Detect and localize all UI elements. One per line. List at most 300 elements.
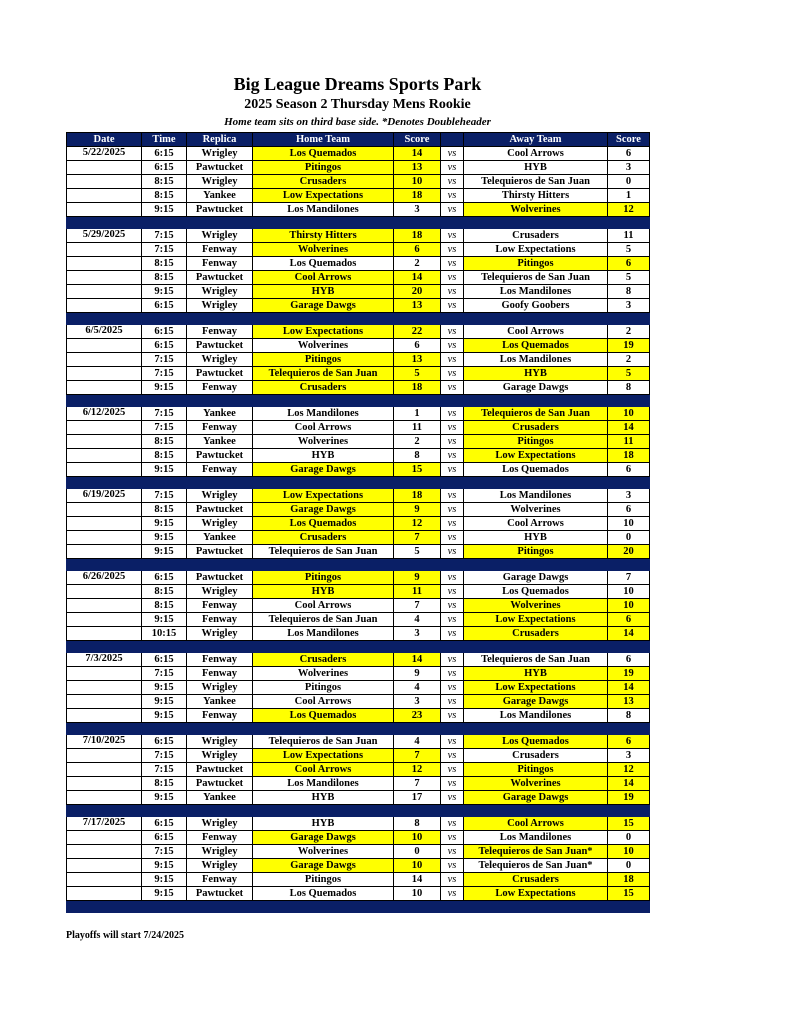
game-date	[67, 613, 142, 627]
away-team: Los Mandilones	[464, 353, 608, 367]
away-score: 7	[608, 571, 650, 585]
away-score: 3	[608, 161, 650, 175]
home-score: 13	[394, 161, 441, 175]
game-time: 9:15	[142, 873, 187, 887]
game-field: Yankee	[187, 791, 253, 805]
week-separator-bar	[67, 395, 650, 407]
away-score: 14	[608, 627, 650, 641]
game-time: 6:15	[142, 299, 187, 313]
game-row	[67, 257, 650, 271]
home-team: Pitingos	[253, 571, 394, 585]
game-date	[67, 859, 142, 873]
home-score: 3	[394, 627, 441, 641]
game-time: 7:15	[142, 243, 187, 257]
game-time: 8:15	[142, 777, 187, 791]
home-score: 18	[394, 229, 441, 243]
game-date	[67, 709, 142, 723]
vs-label: vs	[441, 873, 464, 887]
vs-label: vs	[441, 613, 464, 627]
col-header-home-team: Home Team	[253, 133, 394, 147]
away-score: 8	[608, 381, 650, 395]
vs-label: vs	[441, 203, 464, 217]
game-field: Wrigley	[187, 229, 253, 243]
game-time: 7:15	[142, 667, 187, 681]
away-score: 15	[608, 817, 650, 831]
home-team: Cool Arrows	[253, 599, 394, 613]
home-score: 9	[394, 571, 441, 585]
table-header-row	[67, 133, 650, 147]
away-score: 0	[608, 531, 650, 545]
game-field: Pawtucket	[187, 777, 253, 791]
game-field: Fenway	[187, 257, 253, 271]
home-team: Low Expectations	[253, 189, 394, 203]
home-score: 10	[394, 831, 441, 845]
game-date	[67, 545, 142, 559]
home-team: Garage Dawgs	[253, 831, 394, 845]
home-team: Los Mandilones	[253, 203, 394, 217]
game-row	[67, 175, 650, 189]
game-time: 6:15	[142, 161, 187, 175]
home-team: Pitingos	[253, 873, 394, 887]
home-score: 15	[394, 463, 441, 477]
home-team: Cool Arrows	[253, 421, 394, 435]
away-score: 13	[608, 695, 650, 709]
home-team: HYB	[253, 817, 394, 831]
home-team: Pitingos	[253, 161, 394, 175]
game-time: 8:15	[142, 271, 187, 285]
home-score: 7	[394, 777, 441, 791]
game-date	[67, 585, 142, 599]
away-team: Wolverines	[464, 599, 608, 613]
away-score: 6	[608, 653, 650, 667]
col-header-replica: Replica	[187, 133, 253, 147]
vs-label: vs	[441, 463, 464, 477]
home-team: Los Mandilones	[253, 777, 394, 791]
game-row	[67, 517, 650, 531]
game-row	[67, 735, 650, 749]
home-score: 14	[394, 873, 441, 887]
week-separator	[67, 477, 650, 489]
away-team: Goofy Goobers	[464, 299, 608, 313]
game-row	[67, 667, 650, 681]
away-score: 6	[608, 735, 650, 749]
away-team: Crusaders	[464, 627, 608, 641]
vs-label: vs	[441, 571, 464, 585]
away-team: Wolverines	[464, 203, 608, 217]
home-team: Telequieros de San Juan	[253, 735, 394, 749]
week-separator-bar	[67, 641, 650, 653]
game-time: 8:15	[142, 175, 187, 189]
home-team: Wolverines	[253, 845, 394, 859]
game-time: 9:15	[142, 887, 187, 901]
vs-label: vs	[441, 817, 464, 831]
game-row	[67, 627, 650, 641]
game-field: Wrigley	[187, 585, 253, 599]
week-separator	[67, 217, 650, 229]
vs-label: vs	[441, 777, 464, 791]
game-time: 7:15	[142, 367, 187, 381]
away-score: 2	[608, 325, 650, 339]
game-time: 6:15	[142, 571, 187, 585]
page-title: Big League Dreams Sports Park	[233, 74, 482, 94]
away-team: Telequieros de San Juan	[464, 175, 608, 189]
away-team: Los Quemados	[464, 735, 608, 749]
home-score: 3	[394, 695, 441, 709]
week-separator	[67, 805, 650, 817]
away-score: 10	[608, 845, 650, 859]
game-field: Wrigley	[187, 147, 253, 161]
game-row	[67, 531, 650, 545]
game-time: 9:15	[142, 463, 187, 477]
away-team: HYB	[464, 161, 608, 175]
away-team: Los Quemados	[464, 585, 608, 599]
home-team: Los Quemados	[253, 147, 394, 161]
home-team: Crusaders	[253, 175, 394, 189]
away-team: Garage Dawgs	[464, 571, 608, 585]
game-date	[67, 887, 142, 901]
home-score: 11	[394, 585, 441, 599]
game-row	[67, 325, 650, 339]
game-field: Wrigley	[187, 627, 253, 641]
game-field: Fenway	[187, 599, 253, 613]
game-date	[67, 695, 142, 709]
week-separator-bar	[67, 901, 650, 913]
game-row	[67, 161, 650, 175]
game-time: 9:15	[142, 681, 187, 695]
home-team: Cool Arrows	[253, 695, 394, 709]
away-score: 6	[608, 257, 650, 271]
away-team: Cool Arrows	[464, 817, 608, 831]
away-team: Los Mandilones	[464, 709, 608, 723]
game-row	[67, 571, 650, 585]
game-date	[67, 189, 142, 203]
home-team: Pitingos	[253, 681, 394, 695]
away-score: 14	[608, 421, 650, 435]
week-separator-bar	[67, 559, 650, 571]
away-team: Thirsty Hitters	[464, 189, 608, 203]
vs-label: vs	[441, 435, 464, 449]
game-field: Yankee	[187, 189, 253, 203]
away-team: Pitingos	[464, 435, 608, 449]
game-field: Pawtucket	[187, 887, 253, 901]
game-time: 6:15	[142, 325, 187, 339]
game-row	[67, 681, 650, 695]
away-team: Pitingos	[464, 545, 608, 559]
game-field: Wrigley	[187, 817, 253, 831]
home-team: Los Quemados	[253, 257, 394, 271]
home-score: 14	[394, 271, 441, 285]
vs-label: vs	[441, 285, 464, 299]
away-score: 10	[608, 599, 650, 613]
away-team: Pitingos	[464, 257, 608, 271]
game-row	[67, 845, 650, 859]
game-row	[67, 831, 650, 845]
away-score: 15	[608, 887, 650, 901]
home-score: 23	[394, 709, 441, 723]
home-score: 7	[394, 599, 441, 613]
game-row	[67, 489, 650, 503]
game-date	[67, 421, 142, 435]
game-field: Wrigley	[187, 517, 253, 531]
game-time: 6:15	[142, 339, 187, 353]
vs-label: vs	[441, 531, 464, 545]
game-time: 9:15	[142, 531, 187, 545]
game-row	[67, 791, 650, 805]
away-team: Telequieros de San Juan	[464, 407, 608, 421]
vs-label: vs	[441, 229, 464, 243]
vs-label: vs	[441, 695, 464, 709]
game-time: 9:15	[142, 791, 187, 805]
game-time: 7:15	[142, 421, 187, 435]
game-field: Wrigley	[187, 489, 253, 503]
game-time: 7:15	[142, 749, 187, 763]
week-separator	[67, 641, 650, 653]
away-team: Garage Dawgs	[464, 791, 608, 805]
game-date	[67, 161, 142, 175]
away-team: Telequieros de San Juan	[464, 271, 608, 285]
game-field: Pawtucket	[187, 545, 253, 559]
vs-label: vs	[441, 791, 464, 805]
vs-label: vs	[441, 585, 464, 599]
away-team: Crusaders	[464, 873, 608, 887]
game-field: Fenway	[187, 463, 253, 477]
col-header-home-score: Score	[394, 133, 441, 147]
away-team: Pitingos	[464, 763, 608, 777]
vs-label: vs	[441, 189, 464, 203]
game-date	[67, 791, 142, 805]
away-score: 5	[608, 271, 650, 285]
home-score: 18	[394, 189, 441, 203]
game-time: 8:15	[142, 189, 187, 203]
game-field: Fenway	[187, 381, 253, 395]
away-team: Los Quemados	[464, 339, 608, 353]
away-team: Low Expectations	[464, 887, 608, 901]
game-field: Wrigley	[187, 285, 253, 299]
home-score: 18	[394, 381, 441, 395]
game-field: Wrigley	[187, 175, 253, 189]
vs-label: vs	[441, 831, 464, 845]
game-field: Pawtucket	[187, 503, 253, 517]
away-score: 3	[608, 489, 650, 503]
game-time: 6:15	[142, 735, 187, 749]
week-separator	[67, 559, 650, 571]
home-team: Wolverines	[253, 435, 394, 449]
game-field: Yankee	[187, 531, 253, 545]
away-score: 8	[608, 709, 650, 723]
vs-label: vs	[441, 653, 464, 667]
away-score: 6	[608, 147, 650, 161]
game-row	[67, 449, 650, 463]
away-score: 3	[608, 749, 650, 763]
game-date	[67, 285, 142, 299]
playoffs-note: Playoffs will start 7/24/2025	[66, 930, 185, 941]
game-time: 8:15	[142, 503, 187, 517]
home-score: 10	[394, 175, 441, 189]
game-row	[67, 613, 650, 627]
game-time: 8:15	[142, 585, 187, 599]
week-separator	[67, 901, 650, 913]
home-team: Low Expectations	[253, 489, 394, 503]
home-team: Wolverines	[253, 243, 394, 257]
home-score: 12	[394, 763, 441, 777]
away-team: Crusaders	[464, 229, 608, 243]
game-time: 9:15	[142, 285, 187, 299]
vs-label: vs	[441, 709, 464, 723]
game-date	[67, 463, 142, 477]
vs-label: vs	[441, 271, 464, 285]
home-score: 20	[394, 285, 441, 299]
game-date	[67, 517, 142, 531]
game-row	[67, 817, 650, 831]
home-score: 8	[394, 449, 441, 463]
away-score: 5	[608, 243, 650, 257]
week-separator	[67, 723, 650, 735]
vs-label: vs	[441, 407, 464, 421]
home-score: 13	[394, 299, 441, 313]
vs-label: vs	[441, 749, 464, 763]
game-row	[67, 585, 650, 599]
game-field: Fenway	[187, 613, 253, 627]
away-score: 2	[608, 353, 650, 367]
vs-label: vs	[441, 381, 464, 395]
game-time: 7:15	[142, 489, 187, 503]
away-team: Telequieros de San Juan*	[464, 859, 608, 873]
game-row	[67, 709, 650, 723]
game-date: 5/29/2025	[67, 229, 142, 243]
home-team: Telequieros de San Juan	[253, 367, 394, 381]
game-date	[67, 681, 142, 695]
home-team: Wolverines	[253, 339, 394, 353]
home-team: Cool Arrows	[253, 763, 394, 777]
game-field: Wrigley	[187, 859, 253, 873]
away-team: Cool Arrows	[464, 325, 608, 339]
game-row	[67, 763, 650, 777]
home-team: Low Expectations	[253, 749, 394, 763]
home-team: Garage Dawgs	[253, 299, 394, 313]
schedule-table	[66, 132, 650, 913]
col-header-away-score: Score	[608, 133, 650, 147]
vs-label: vs	[441, 449, 464, 463]
home-team: Garage Dawgs	[253, 859, 394, 873]
game-field: Pawtucket	[187, 271, 253, 285]
away-team: Garage Dawgs	[464, 695, 608, 709]
game-time: 8:15	[142, 599, 187, 613]
game-row	[67, 859, 650, 873]
away-team: Low Expectations	[464, 681, 608, 695]
game-field: Wrigley	[187, 845, 253, 859]
away-score: 5	[608, 367, 650, 381]
game-field: Fenway	[187, 831, 253, 845]
vs-label: vs	[441, 735, 464, 749]
vs-label: vs	[441, 161, 464, 175]
game-row	[67, 367, 650, 381]
game-row	[67, 271, 650, 285]
game-field: Fenway	[187, 243, 253, 257]
game-field: Pawtucket	[187, 367, 253, 381]
week-separator	[67, 313, 650, 325]
away-score: 0	[608, 175, 650, 189]
away-score: 10	[608, 407, 650, 421]
game-date	[67, 667, 142, 681]
home-score: 22	[394, 325, 441, 339]
game-time: 9:15	[142, 381, 187, 395]
game-time: 8:15	[142, 257, 187, 271]
week-separator	[67, 395, 650, 407]
game-time: 6:15	[142, 653, 187, 667]
vs-label: vs	[441, 489, 464, 503]
vs-label: vs	[441, 859, 464, 873]
home-score: 9	[394, 667, 441, 681]
col-header-time: Time	[142, 133, 187, 147]
home-score: 17	[394, 791, 441, 805]
game-field: Pawtucket	[187, 339, 253, 353]
away-team: HYB	[464, 667, 608, 681]
home-team: Cool Arrows	[253, 271, 394, 285]
home-score: 2	[394, 435, 441, 449]
game-row	[67, 353, 650, 367]
game-time: 9:15	[142, 203, 187, 217]
game-row	[67, 749, 650, 763]
game-row	[67, 381, 650, 395]
away-score: 12	[608, 763, 650, 777]
game-row	[67, 299, 650, 313]
game-time: 7:15	[142, 353, 187, 367]
away-team: Crusaders	[464, 749, 608, 763]
home-team: Los Quemados	[253, 709, 394, 723]
away-team: Wolverines	[464, 503, 608, 517]
home-score: 5	[394, 545, 441, 559]
home-score: 5	[394, 367, 441, 381]
col-header-away-team: Away Team	[464, 133, 608, 147]
game-row	[67, 599, 650, 613]
away-score: 10	[608, 517, 650, 531]
away-score: 11	[608, 435, 650, 449]
home-team: Low Expectations	[253, 325, 394, 339]
vs-label: vs	[441, 503, 464, 517]
away-team: Crusaders	[464, 421, 608, 435]
home-score: 2	[394, 257, 441, 271]
page-subtitle: 2025 Season 2 Thursday Mens Rookie	[244, 97, 471, 112]
home-team: Garage Dawgs	[253, 503, 394, 517]
week-separator-bar	[67, 805, 650, 817]
away-score: 19	[608, 339, 650, 353]
home-score: 9	[394, 503, 441, 517]
away-team: HYB	[464, 531, 608, 545]
game-field: Fenway	[187, 325, 253, 339]
game-row	[67, 887, 650, 901]
away-team: Los Quemados	[464, 463, 608, 477]
game-row	[67, 407, 650, 421]
game-date: 6/5/2025	[67, 325, 142, 339]
game-date	[67, 339, 142, 353]
away-score: 0	[608, 831, 650, 845]
game-time: 7:15	[142, 763, 187, 777]
away-team: Low Expectations	[464, 613, 608, 627]
home-team: Crusaders	[253, 531, 394, 545]
vs-label: vs	[441, 147, 464, 161]
home-score: 18	[394, 489, 441, 503]
home-score: 1	[394, 407, 441, 421]
home-score: 13	[394, 353, 441, 367]
home-team: HYB	[253, 585, 394, 599]
vs-label: vs	[441, 599, 464, 613]
away-score: 8	[608, 285, 650, 299]
game-field: Fenway	[187, 421, 253, 435]
game-row	[67, 435, 650, 449]
home-score: 0	[394, 845, 441, 859]
game-field: Yankee	[187, 435, 253, 449]
away-team: Cool Arrows	[464, 147, 608, 161]
